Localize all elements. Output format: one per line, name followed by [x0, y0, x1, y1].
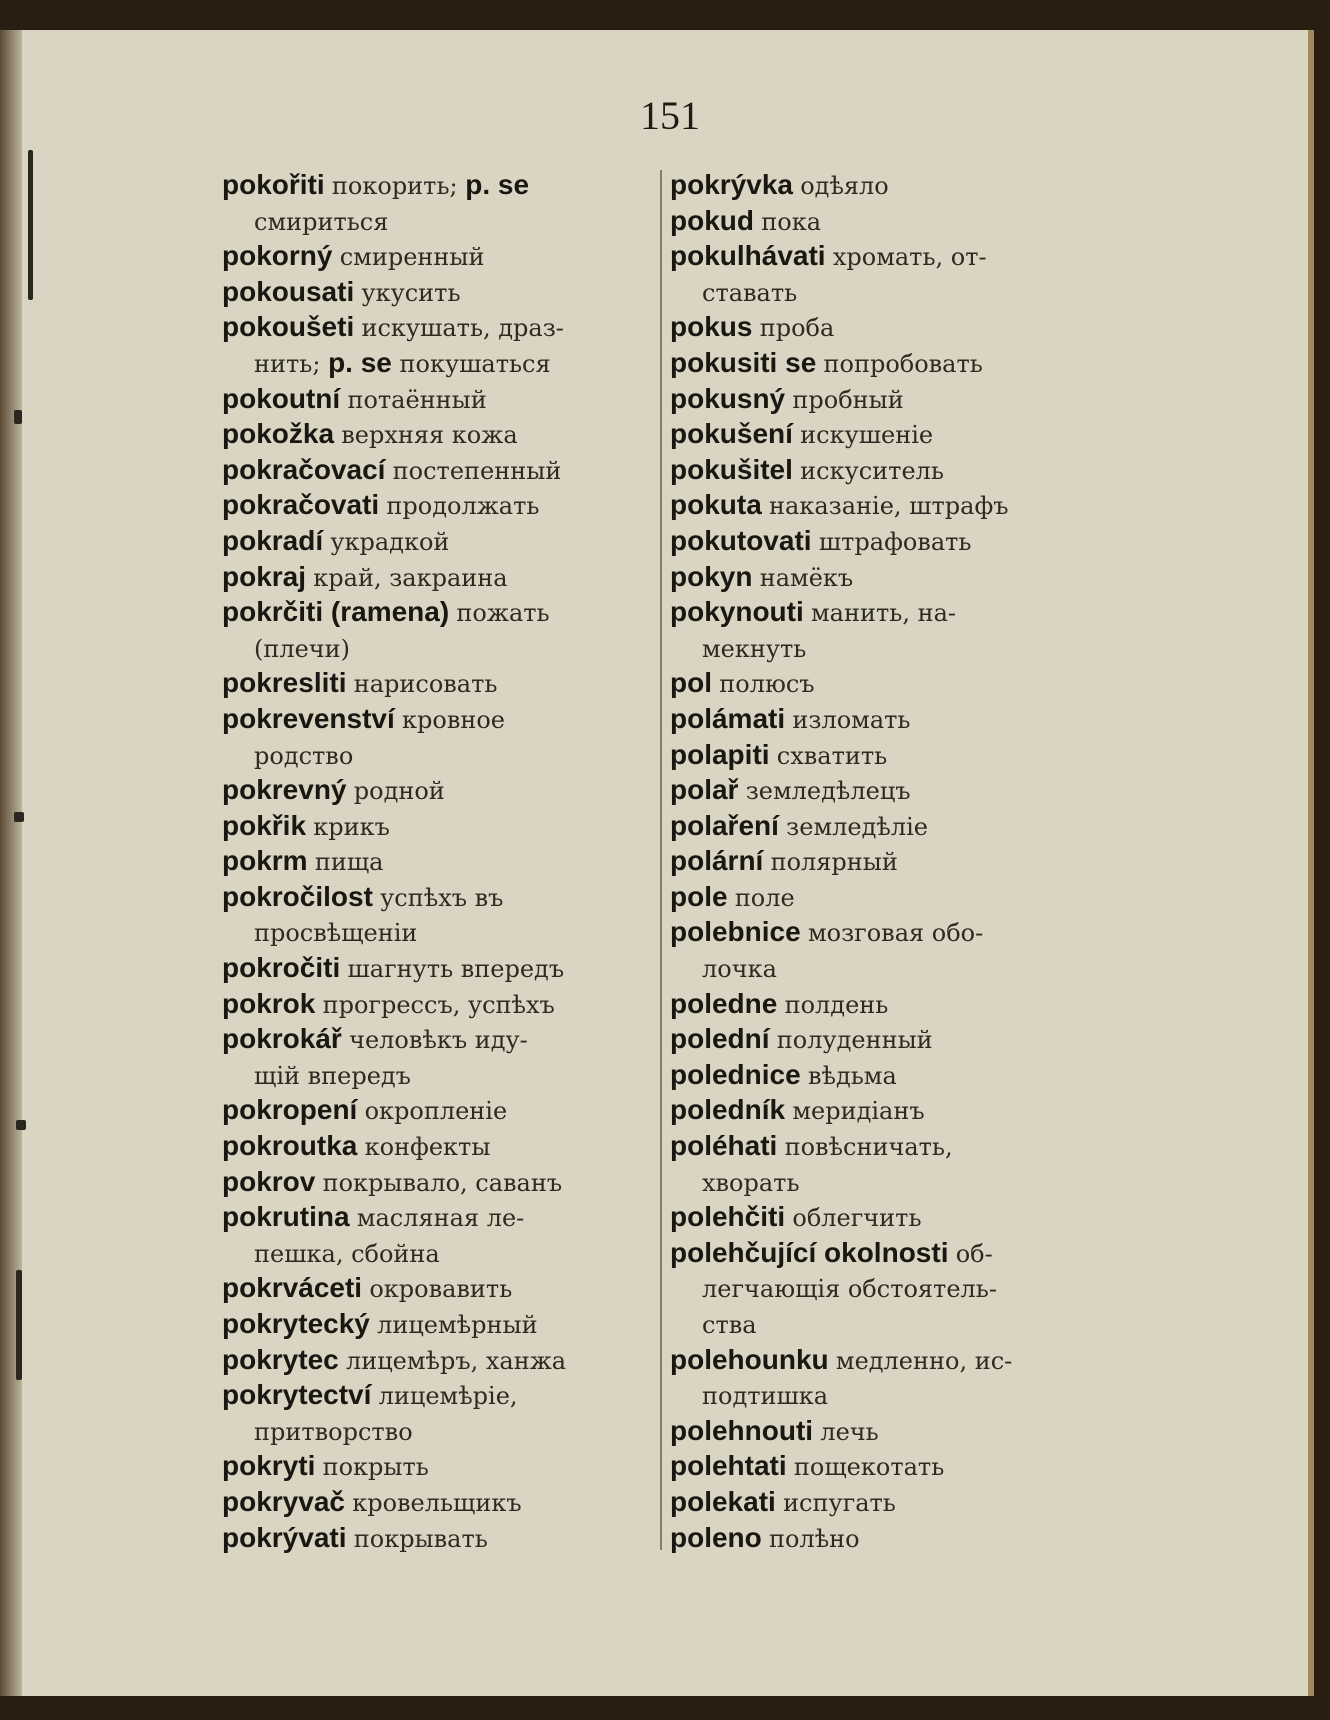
- entry-headword: polední: [670, 1023, 770, 1055]
- entry-translation: лечь: [820, 1417, 879, 1446]
- entry-headword: pokresliti: [222, 667, 347, 699]
- entry-headword: polehčiti: [670, 1201, 786, 1233]
- entry-first-line: [222, 773, 654, 809]
- entry-first-line: [670, 488, 1098, 524]
- entry-translation: окропленіе: [364, 1097, 508, 1126]
- dictionary-entry: [222, 1449, 654, 1485]
- dictionary-entry: [670, 1058, 1098, 1094]
- entry-first-line: [222, 168, 654, 204]
- entry-translation: искушать, драз-: [361, 314, 564, 343]
- entry-translation: пища: [314, 848, 384, 877]
- dictionary-entry: [670, 1343, 1098, 1414]
- entry-translation: полѣно: [769, 1524, 860, 1553]
- entry-first-line: [222, 1449, 654, 1485]
- dictionary-entry: [222, 417, 654, 453]
- entry-translation: человѣкъ иду-: [349, 1026, 528, 1055]
- entry-headword: polapiti: [670, 738, 770, 770]
- entry-headword: pokrčiti (ramena): [222, 596, 450, 628]
- entry-headword: polednice: [670, 1058, 801, 1090]
- page-number: 151: [640, 93, 700, 138]
- entry-headword: pokrok: [222, 987, 316, 1019]
- entry-first-line: [670, 1129, 1098, 1165]
- dictionary-entry: [670, 880, 1098, 916]
- entry-first-line: [670, 987, 1098, 1023]
- entry-translation: пока: [761, 207, 822, 236]
- entry-continuation: [670, 1307, 1098, 1343]
- dictionary-entry: [222, 1022, 654, 1093]
- dictionary-page: [0, 30, 1314, 1696]
- entry-first-line: [222, 1165, 654, 1201]
- dictionary-entry: [670, 915, 1098, 986]
- dictionary-entry: [670, 809, 1098, 845]
- dictionary-entry: [222, 1307, 654, 1343]
- entry-first-line: [222, 702, 654, 738]
- entry-headword: pokyn: [670, 560, 753, 592]
- entry-first-line: [222, 417, 654, 453]
- entry-first-line: [222, 560, 654, 596]
- entry-headword: pokusiti se: [670, 346, 817, 378]
- entry-headword: pokryvač: [222, 1485, 345, 1517]
- entry-translation: крикъ: [313, 812, 390, 841]
- entry-headword: polař: [670, 774, 739, 806]
- dictionary-entry: [222, 453, 654, 489]
- dictionary-entry: [222, 1343, 654, 1379]
- dictionary-entry: [670, 560, 1098, 596]
- entry-translation: манить, на-: [811, 599, 956, 628]
- entry-headword: pokrytecký: [222, 1308, 370, 1339]
- dictionary-entry: [670, 524, 1098, 560]
- entry-translation: лицемѣръ, ханжа: [345, 1346, 567, 1375]
- entry-translation: конфекты: [364, 1133, 491, 1162]
- dictionary-entry: [670, 595, 1098, 666]
- dictionary-entry: [670, 204, 1098, 240]
- dictionary-entry: [670, 1236, 1098, 1343]
- left-column: [222, 168, 654, 1556]
- entry-continuation: [222, 631, 654, 667]
- entry-headword: pokračovati: [222, 489, 380, 521]
- entry-continuation: [222, 738, 654, 774]
- entry-translation: укусить: [361, 278, 461, 307]
- entry-headword: polární: [670, 845, 764, 877]
- entry-first-line: [670, 915, 1098, 951]
- entry-first-line: [222, 1378, 654, 1414]
- entry-continuation-text: просвѣщеніи: [254, 919, 418, 948]
- entry-headword: pokulhávati: [670, 240, 826, 272]
- entry-first-line: [670, 1093, 1098, 1129]
- entry-headword: pokřik: [222, 809, 307, 841]
- dictionary-entry: [222, 1093, 654, 1129]
- dictionary-entry: [222, 1200, 654, 1271]
- entry-translation: проба: [759, 314, 835, 343]
- dictionary-entry: [670, 1093, 1098, 1129]
- entry-translation: полярный: [770, 848, 898, 877]
- entry-headword: polehnouti: [670, 1414, 814, 1446]
- entry-headword: pokročiti: [222, 952, 341, 984]
- entry-headword: pokoušeti: [222, 311, 355, 343]
- entry-first-line: [222, 1307, 654, 1343]
- entry-translation: смиренный: [339, 243, 485, 272]
- margin-mark: [16, 1120, 26, 1130]
- entry-first-line: [670, 346, 1098, 382]
- entry-first-line: [222, 880, 654, 916]
- entry-first-line: [222, 595, 654, 631]
- entry-translation: об-: [955, 1239, 993, 1268]
- entry-first-line: [670, 844, 1098, 880]
- entry-translation: испугать: [783, 1488, 896, 1517]
- entry-headword: pokutovati: [670, 524, 812, 556]
- dictionary-entry: [670, 1129, 1098, 1200]
- entry-first-line: [222, 239, 654, 275]
- entry-headword: pokračovací: [222, 453, 386, 485]
- entry-translation: пощекотать: [793, 1453, 945, 1482]
- entry-headword: pokušení: [670, 418, 793, 450]
- dictionary-entry: [222, 951, 654, 987]
- entry-headword: pokrývka: [670, 169, 793, 200]
- entry-first-line: [670, 809, 1098, 845]
- entry-translation: прогрессъ, успѣхъ: [322, 990, 555, 1019]
- entry-continuation-text: легчающія обстоятель-: [702, 1275, 997, 1304]
- entry-translation: кровное: [402, 705, 505, 734]
- entry-headword: poleno: [670, 1521, 762, 1553]
- dictionary-entry: [670, 666, 1098, 702]
- entry-translation: окровавить: [369, 1275, 513, 1304]
- entry-headword: pokrm: [222, 845, 308, 877]
- dictionary-entry: [222, 382, 654, 418]
- entry-headword: pokousati: [222, 275, 355, 307]
- entry-first-line: [222, 1022, 654, 1058]
- entry-translation: кровельщикъ: [352, 1488, 522, 1517]
- dictionary-entry: [670, 382, 1098, 418]
- entry-translation: шагнуть впередъ: [347, 955, 565, 984]
- dictionary-entry: [222, 880, 654, 951]
- entry-translation: одѣяло: [800, 172, 889, 200]
- entry-first-line: [222, 809, 654, 845]
- entry-first-line: [670, 310, 1098, 346]
- dictionary-entry: [670, 844, 1098, 880]
- entry-translation: нарисовать: [353, 670, 498, 699]
- entry-continuation: [670, 631, 1098, 667]
- entry-continuation: [222, 915, 654, 951]
- dictionary-entry: [670, 239, 1098, 310]
- dictionary-entry: [222, 1485, 654, 1521]
- entry-headword: pokud: [670, 204, 754, 236]
- entry-first-line: [670, 1236, 1098, 1272]
- entry-first-line: [670, 417, 1098, 453]
- entry-translation: полуденный: [776, 1026, 933, 1055]
- entry-translation: верхняя кожа: [341, 421, 518, 450]
- entry-translation: лицемѣрный: [377, 1311, 538, 1339]
- entry-translation: намёкъ: [759, 563, 854, 592]
- dictionary-entry: [670, 1449, 1098, 1485]
- entry-translation: пробный: [792, 385, 904, 414]
- margin-mark: [16, 1270, 22, 1380]
- entry-first-line: [670, 1022, 1098, 1058]
- entry-continuation-text: (плечи): [254, 634, 351, 663]
- entry-first-line: [670, 1200, 1098, 1236]
- entry-translation: постепенный: [392, 456, 562, 485]
- entry-translation: земледѣліе: [786, 812, 928, 841]
- entry-first-line: [670, 1521, 1098, 1557]
- entry-translation: меридіанъ: [792, 1097, 925, 1126]
- entry-first-line: [670, 453, 1098, 489]
- entry-first-line: [222, 310, 654, 346]
- entry-translation: схватить: [776, 741, 888, 770]
- entry-headword: pokrutina: [222, 1201, 350, 1233]
- entry-first-line: [222, 1129, 654, 1165]
- entry-first-line: [670, 1343, 1098, 1379]
- entry-headword: pokradí: [222, 524, 324, 556]
- entry-headword: pokořiti: [222, 169, 325, 200]
- dictionary-entry: [670, 1022, 1098, 1058]
- entry-translation: успѣхъ въ: [380, 883, 504, 912]
- entry-continuation-text: покушаться: [391, 349, 551, 378]
- dictionary-entry: [670, 1200, 1098, 1236]
- entry-first-line: [222, 987, 654, 1023]
- entry-headword: pokus: [670, 311, 753, 343]
- entry-headword: pokroutka: [222, 1130, 358, 1162]
- entry-headword: pokrváceti: [222, 1272, 363, 1304]
- dictionary-entry: [670, 1485, 1098, 1521]
- entry-first-line: [670, 1485, 1098, 1521]
- entry-translation: покорить;: [331, 172, 466, 200]
- dictionary-entry: [222, 1521, 654, 1557]
- entry-translation: медленно, ис-: [835, 1346, 1013, 1375]
- entry-first-line: [222, 1485, 654, 1521]
- dictionary-entry: [222, 524, 654, 560]
- dictionary-entry: [222, 987, 654, 1023]
- entry-first-line: [222, 1093, 654, 1129]
- entry-headword: pokrevný: [222, 774, 347, 806]
- entry-first-line: [670, 1449, 1098, 1485]
- dictionary-entry: [222, 844, 654, 880]
- entry-subheadword: p. se: [465, 169, 530, 200]
- entry-first-line: [222, 1343, 654, 1379]
- entry-headword: pokryti: [222, 1450, 316, 1482]
- dictionary-entry: [670, 346, 1098, 382]
- entry-subheadword: p. se: [328, 346, 392, 378]
- dictionary-entry: [670, 488, 1098, 524]
- entry-headword: pokynouti: [670, 596, 804, 628]
- entry-first-line: [670, 382, 1098, 418]
- dictionary-entry: [222, 809, 654, 845]
- entry-first-line: [670, 666, 1098, 702]
- entry-continuation-text: смириться: [254, 207, 389, 236]
- entry-headword: pokropení: [222, 1094, 358, 1126]
- dictionary-entry: [222, 702, 654, 773]
- entry-translation: полдень: [784, 990, 889, 1019]
- entry-continuation-text: ставать: [702, 278, 798, 307]
- entry-headword: poléhati: [670, 1130, 778, 1162]
- margin-mark: [14, 410, 22, 424]
- entry-headword: poledne: [670, 987, 778, 1019]
- entry-continuation: [670, 951, 1098, 987]
- entry-continuation: [670, 275, 1098, 311]
- dictionary-entry: [222, 310, 654, 381]
- entry-continuation-text: родство: [254, 741, 354, 770]
- entry-translation: покрывало, саванъ: [322, 1168, 563, 1197]
- entry-continuation: [670, 1165, 1098, 1201]
- entry-first-line: [670, 168, 1098, 204]
- entry-first-line: [222, 666, 654, 702]
- entry-headword: pokuta: [670, 489, 762, 521]
- entry-headword: pokročilost: [222, 880, 373, 912]
- entry-translation: штрафовать: [818, 527, 972, 556]
- entry-first-line: [670, 1414, 1098, 1450]
- entry-translation: хромать, от-: [832, 243, 987, 272]
- entry-continuation-text: хворать: [702, 1168, 800, 1197]
- entry-continuation-text: пешка, сбойна: [254, 1239, 440, 1268]
- dictionary-entry: [222, 488, 654, 524]
- entry-translation: наказаніе, штрафъ: [769, 492, 1009, 521]
- entry-translation: искушеніе: [800, 421, 934, 450]
- book-spine-shadow: [0, 30, 22, 1696]
- dictionary-entry: [222, 1271, 654, 1307]
- dictionary-entry: [670, 773, 1098, 809]
- entry-continuation: [222, 1414, 654, 1450]
- entry-headword: poledník: [670, 1094, 786, 1126]
- entry-first-line: [670, 773, 1098, 809]
- entry-translation: полюсъ: [719, 670, 815, 699]
- entry-continuation-text: ства: [702, 1311, 757, 1339]
- entry-translation: изломать: [792, 705, 911, 734]
- dictionary-entry: [670, 453, 1098, 489]
- entry-headword: polehtati: [670, 1450, 787, 1482]
- entry-first-line: [670, 239, 1098, 275]
- dictionary-entry: [222, 1165, 654, 1201]
- entry-headword: pole: [670, 880, 728, 912]
- entry-first-line: [222, 275, 654, 311]
- entry-continuation: [670, 1271, 1098, 1307]
- entry-translation: лицемѣріе,: [378, 1382, 518, 1411]
- dictionary-entry: [670, 1414, 1098, 1450]
- entry-translation: край, закраина: [313, 563, 508, 592]
- entry-first-line: [222, 382, 654, 418]
- entry-translation: пожать: [456, 599, 550, 628]
- entry-first-line: [222, 1521, 654, 1557]
- entry-headword: polebnice: [670, 916, 801, 948]
- entry-headword: pokrytectví: [222, 1379, 372, 1411]
- entry-headword: pokrevenství: [222, 702, 395, 734]
- entry-first-line: [670, 1058, 1098, 1094]
- dictionary-entry: [222, 595, 654, 666]
- dictionary-entry: [222, 275, 654, 311]
- entry-continuation-text: щій впередъ: [254, 1061, 411, 1090]
- entry-first-line: [222, 453, 654, 489]
- entry-translation: искуситель: [800, 456, 944, 485]
- dictionary-entry: [222, 168, 654, 239]
- entry-first-line: [222, 488, 654, 524]
- entry-translation: потаённый: [347, 385, 487, 414]
- entry-translation: мозговая обо-: [807, 919, 984, 948]
- dictionary-entry: [670, 310, 1098, 346]
- dictionary-entry: [222, 773, 654, 809]
- dictionary-entry: [222, 1129, 654, 1165]
- entry-first-line: [222, 524, 654, 560]
- entry-first-line: [222, 1271, 654, 1307]
- entry-translation: вѣдьма: [807, 1061, 897, 1090]
- entry-first-line: [222, 1200, 654, 1236]
- dictionary-entry: [222, 239, 654, 275]
- dictionary-entry: [670, 417, 1098, 453]
- entry-continuation-text: подтишка: [702, 1382, 829, 1411]
- entry-headword: pokusný: [670, 382, 786, 414]
- entry-continuation: [222, 204, 654, 240]
- entry-first-line: [670, 595, 1098, 631]
- entry-continuation: [670, 1378, 1098, 1414]
- entry-translation: масляная ле-: [356, 1204, 525, 1233]
- entry-first-line: [670, 524, 1098, 560]
- entry-headword: pokrokář: [222, 1023, 342, 1055]
- entry-translation: повѣсничать,: [784, 1133, 953, 1162]
- entry-continuation: [222, 1236, 654, 1272]
- dictionary-entry: [670, 987, 1098, 1023]
- entry-headword: pokrytec: [222, 1343, 339, 1375]
- entry-first-line: [670, 738, 1098, 774]
- dictionary-entry: [222, 1378, 654, 1449]
- entry-translation: поле: [734, 883, 795, 912]
- entry-translation: попробовать: [823, 349, 983, 378]
- entry-headword: polekati: [670, 1485, 776, 1517]
- entry-headword: pokrov: [222, 1165, 316, 1197]
- dictionary-entry: [670, 1521, 1098, 1557]
- dictionary-entry: [222, 666, 654, 702]
- entry-translation: покрыть: [322, 1453, 429, 1482]
- entry-continuation: [222, 346, 654, 382]
- entry-first-line: [670, 560, 1098, 596]
- dictionary-entry: [670, 738, 1098, 774]
- entry-first-line: [670, 702, 1098, 738]
- dictionary-entry: [670, 168, 1098, 204]
- entry-translation: родной: [353, 777, 445, 806]
- entry-headword: pokrývati: [222, 1521, 347, 1553]
- entry-translation: украдкой: [330, 527, 450, 556]
- entry-translation: земледѣлецъ: [745, 777, 911, 806]
- entry-headword: polaření: [670, 809, 779, 841]
- entry-headword: pol: [670, 667, 712, 699]
- dictionary-entry: [670, 702, 1098, 738]
- entry-translation: продолжать: [386, 492, 540, 521]
- entry-headword: pokušitel: [670, 453, 793, 485]
- dictionary-entry: [222, 560, 654, 596]
- entry-headword: pokoutní: [222, 382, 341, 414]
- entry-first-line: [670, 204, 1098, 240]
- right-column: [670, 168, 1098, 1556]
- entry-headword: polehčující okolnosti: [670, 1236, 949, 1268]
- margin-mark: [14, 812, 24, 822]
- entry-first-line: [670, 880, 1098, 916]
- entry-continuation-text: нить;: [254, 349, 329, 378]
- column-divider: [660, 170, 662, 1550]
- entry-continuation-text: мекнуть: [702, 634, 807, 663]
- entry-headword: pokraj: [222, 560, 307, 592]
- entry-translation: покрывать: [353, 1524, 488, 1553]
- entry-headword: polámati: [670, 702, 786, 734]
- entry-headword: pokožka: [222, 418, 335, 450]
- entry-translation: облегчить: [792, 1204, 922, 1233]
- entry-first-line: [222, 951, 654, 987]
- entry-first-line: [222, 844, 654, 880]
- entry-continuation-text: лочка: [702, 955, 777, 984]
- margin-mark: [28, 150, 33, 300]
- entry-headword: pokorný: [222, 240, 333, 272]
- entry-continuation-text: притворство: [254, 1417, 413, 1446]
- entry-headword: polehounku: [670, 1343, 829, 1375]
- entry-continuation: [222, 1058, 654, 1094]
